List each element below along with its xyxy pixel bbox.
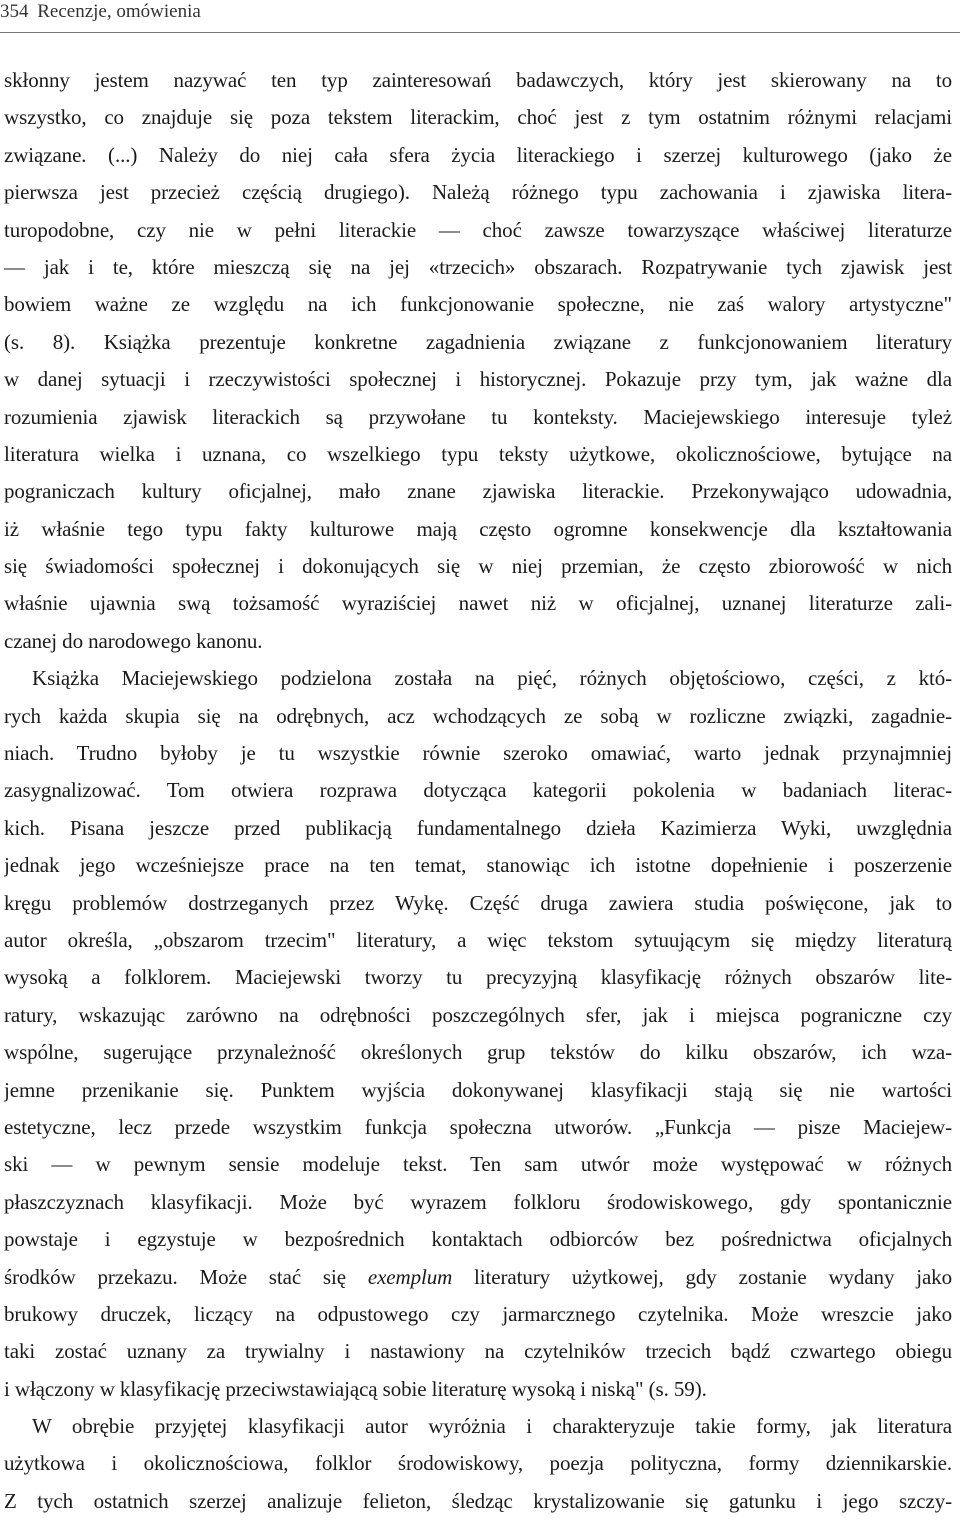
text-line: estetyczne, lecz przede wszystkim funkcja społeczna utworów. „Funkcja — pisze Maciejew- (4, 1114, 952, 1139)
text-line: literatura wielka i uznana, co wszelkiego typu teksty użytkowe, okolicznościowe, bytujące na (4, 441, 952, 466)
text-line: kich. Pisana jeszcze przed publikacją fundamentalnego dzieła Kazimierza Wyki, uwzględnia (4, 815, 952, 840)
text-line: (s. 8). Książka prezentuje konkretne zagadnienia związane z funkcjonowaniem literatury (4, 329, 952, 354)
text-line: wspólne, sugerujące przynależność określonych grup tekstów do kilku obszarów, ich wza- (4, 1040, 952, 1065)
text-line: niach. Trudno byłoby je tu wszystkie równie szeroko omawiać, warto jednak przynajmniej (4, 741, 952, 766)
text-line: pierwsza jest przecież częścią drugiego). Należą różnego typu zachowania i zjawiska litera- (4, 180, 952, 205)
text-line: kręgu problemów dostrzeganych przez Wykę. Część druga zawiera studia poświęcone, jak to (4, 890, 952, 915)
text-line: właśnie ujawnia swą tożsamość wyraziściej nawet niż w oficjalnej, uznanej literaturze zali- (4, 591, 952, 616)
text-line: jemne przenikanie się. Punktem wyjścia dokonywanej klasyfikacji stają się nie wartości (4, 1077, 952, 1102)
text-line: zasygnalizować. Tom otwiera rozprawa dotycząca kategorii pokolenia w badaniach literac- (4, 778, 952, 803)
page-number: 354 (0, 1, 29, 22)
italic-term: exemplum (367, 1264, 453, 1289)
text-line: rych każda skupia się na odrębnych, acz wchodzących ze sobą w rozliczne związki, zagadnie- (4, 703, 952, 728)
text-line: ski — w pewnym sensie modeluje tekst. Ten sam utwór może występować w różnych (4, 1152, 952, 1177)
text-line: rozumienia zjawisk literackich są przywołane tu konteksty. Maciejewskiego interesuje tyleż (4, 404, 952, 429)
text-line: skłonny jestem nazywać ten typ zainteresowań badawczych, który jest skierowany na to (4, 68, 952, 92)
text-line: jednak jego wcześniejsze prace na ten temat, stanowiąc ich istotne dopełnienie i poszerzenie (4, 853, 952, 878)
text-line: się świadomości społecznej i dokonujących się w niej przemian, że często zbiorowość w nich (4, 554, 952, 579)
text-line: płaszczyznach klasyfikacji. Może być wyrazem folkloru środowiskowego, gdy spontanicznie (4, 1189, 952, 1214)
text-line: bowiem ważne ze względu na ich funkcjonowanie społeczne, nie zaś walory artystyczne" (4, 292, 952, 317)
text-segment: środków przekazu. Może stać się (4, 1264, 368, 1289)
running-head (0, 0, 960, 30)
text-line: w danej sytuacji i rzeczywistości społecznej i historycznej. Pokazuje przy tym, jak ważne dla (4, 367, 952, 392)
section-title: Recenzje, omówienia (37, 1, 201, 22)
text-line: związane. (...) Należy do niej cała sfera życia literackiego i szerzej kulturowego (jako że (4, 142, 952, 167)
text-line: iż właśnie tego typu fakty kulturowe mają często ogromne konsekwencje dla kształtowania (4, 516, 952, 541)
text-line: ratury, wskazując zarówno na odrębności poszczególnych sfer, jak i miejsca pograniczne czy (4, 1002, 952, 1027)
text-line: Z tych ostatnich szerzej analizuje felieton, śledząc krystalizowanie się gatunku i jego szczy- (4, 1488, 952, 1513)
text-line: turopodobne, czy nie w pełni literackie — choć zawsze towarzyszące właściwej literaturze (4, 217, 952, 242)
text-line: W obrębie przyjętej klasyfikacji autor wyróżnia i charakteryzuje takie formy, jak literatura (32, 1414, 952, 1439)
text-line: powstaje i egzystuje w bezpośrednich kontaktach odbiorców bez pośrednictwa oficjalnych (4, 1227, 952, 1252)
text-line: użytkowa i okolicznościowa, folklor środowiskowy, poezja polityczna, formy dziennikarskie. (4, 1451, 952, 1476)
text-line: autor określa, „obszarom trzecim" literatury, a więc tekstom sytuującym się między literaturą (4, 927, 952, 952)
header-rule (0, 32, 960, 33)
text-line: brukowy druczek, liczący na odpustowego czy jarmarcznego czytelnika. Może wreszcie jako (4, 1301, 952, 1326)
text-line: Książka Maciejewskiego podzielona została na pięć, różnych objętościowo, części, z któ- (32, 666, 952, 691)
text-line: i włączony w klasyfikację przeciwstawiającą sobie literaturę wysoką i niską" (s. 59). (4, 1376, 707, 1401)
body-text (4, 62, 952, 1520)
text-line: taki zostać uznany za trywialny i nastawiony na czytelników trzecich bądź czwartego obiegu (4, 1339, 952, 1364)
text-line (4, 1259, 952, 1296)
text-line: czanej do narodowego kanonu. (4, 628, 263, 653)
text-line: — jak i te, które mieszczą się na jej «trzecich» obszarach. Rozpatrywanie tych zjawisk jest (4, 254, 952, 279)
text-line: wszystko, co znajduje się poza tekstem literackim, choć jest z tym ostatnim różnymi relacjami (4, 105, 952, 130)
text-line: pograniczach kultury oficjalnej, mało znane zjawiska literackie. Przekonywająco udowadnia, (4, 479, 952, 504)
text-line: wysoką a folklorem. Maciejewski tworzy tu precyzyjną klasyfikację różnych obszarów lite- (4, 965, 952, 990)
text-segment: literatury użytkowej, gdy zostanie wydany jako (452, 1264, 952, 1289)
